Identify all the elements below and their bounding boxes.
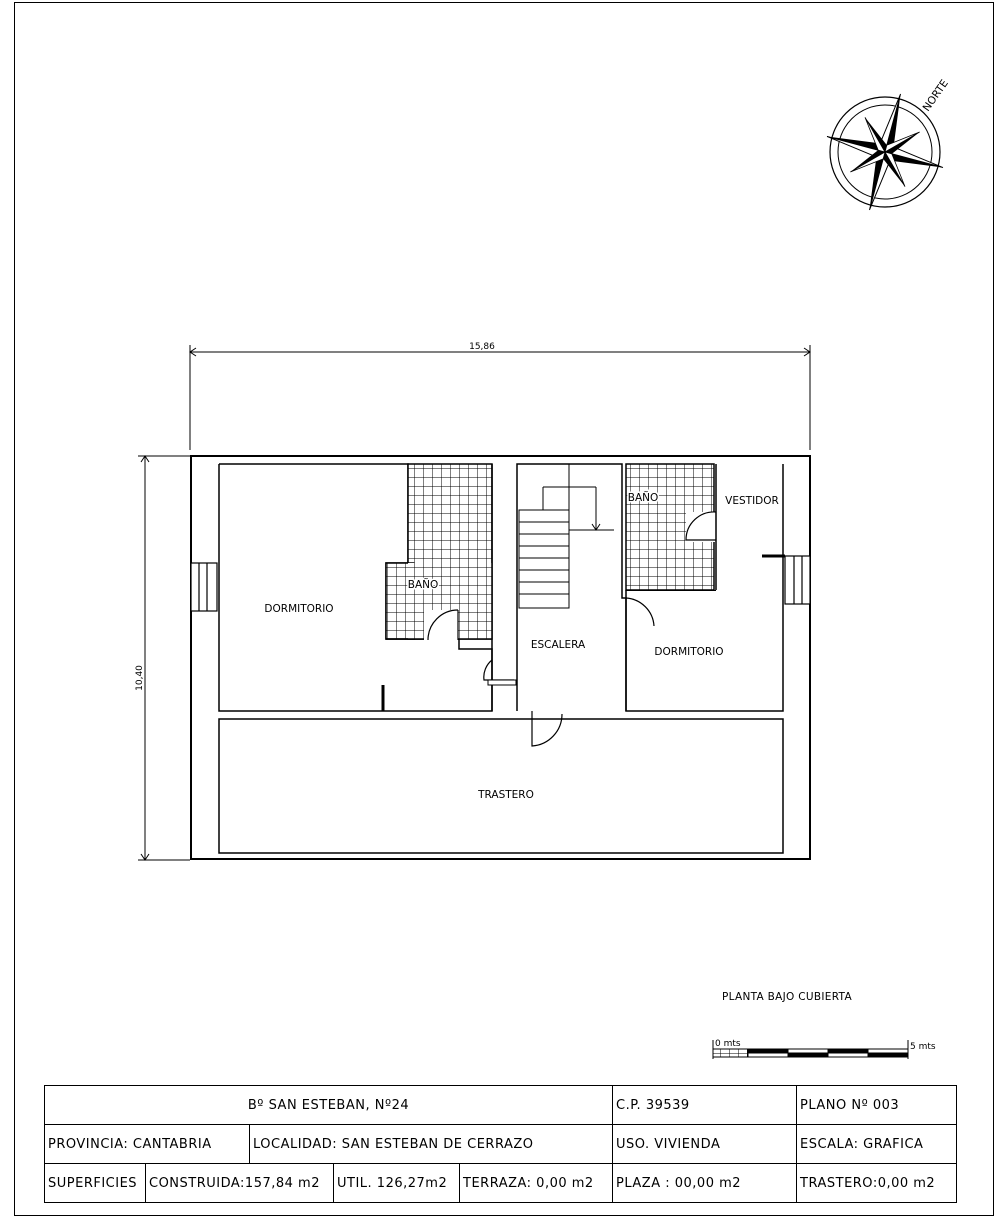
scale-bar-start-label: 0 mts (715, 1039, 741, 1049)
uso-cell: USO. VIVIENDA (613, 1125, 797, 1164)
cp-cell: C.P. 39539 (613, 1086, 797, 1125)
escala-cell: ESCALA: GRAFICA (797, 1125, 957, 1164)
room-label-dormitorio-left: DORMITORIO (264, 603, 334, 615)
scale-bar (713, 1040, 908, 1059)
height-dimension-label: 10,40 (135, 665, 145, 691)
compass-north-label: NORTE (920, 77, 951, 114)
dormitorio-right-door (626, 598, 654, 626)
escalera-door (532, 711, 562, 746)
height-dimension-line (138, 456, 190, 860)
width-dimension-line (190, 345, 810, 450)
window-right (785, 556, 810, 604)
room-label-escalera: ESCALERA (530, 639, 586, 651)
bano-left-door (424, 610, 458, 642)
plaza-cell: PLAZA : 00,00 m2 (613, 1164, 797, 1203)
width-dimension-label: 15,86 (469, 342, 495, 352)
trastero-cell: TRASTERO:0,00 m2 (797, 1164, 957, 1203)
room-label-vestidor: VESTIDOR (725, 495, 779, 507)
dormitorio-left-door (484, 660, 514, 680)
escalera-walls (517, 464, 626, 711)
bano-right-door (686, 512, 716, 542)
plan-caption: PLANTA BAJO CUBIERTA (722, 991, 852, 1003)
terraza-cell: TERRAZA: 0,00 m2 (460, 1164, 613, 1203)
room-label-bano-left: BAÑO (407, 579, 439, 591)
address-cell: Bº SAN ESTEBAN, Nº24 (45, 1086, 613, 1125)
localidad-cell: LOCALIDAD: SAN ESTEBAN DE CERRAZO (250, 1125, 613, 1164)
window-left (191, 563, 217, 611)
trastero-walls (219, 719, 783, 853)
room-label-dormitorio-right: DORMITORIO (654, 646, 724, 658)
title-block (44, 1085, 957, 1203)
stair-steps (519, 464, 614, 608)
util-cell: UTIL. 126,27m2 (334, 1164, 460, 1203)
construida-cell: CONSTRUIDA:157,84 m2 (146, 1164, 334, 1203)
superficies-cell: SUPERFICIES (45, 1164, 146, 1203)
provincia-cell: PROVINCIA: CANTABRIA (45, 1125, 250, 1164)
plano-cell: PLANO Nº 003 (797, 1086, 957, 1125)
room-label-bano-right: BAÑO (627, 492, 659, 504)
room-label-trastero: TRASTERO (478, 789, 534, 801)
scale-bar-end-label: 5 mts (910, 1042, 936, 1052)
